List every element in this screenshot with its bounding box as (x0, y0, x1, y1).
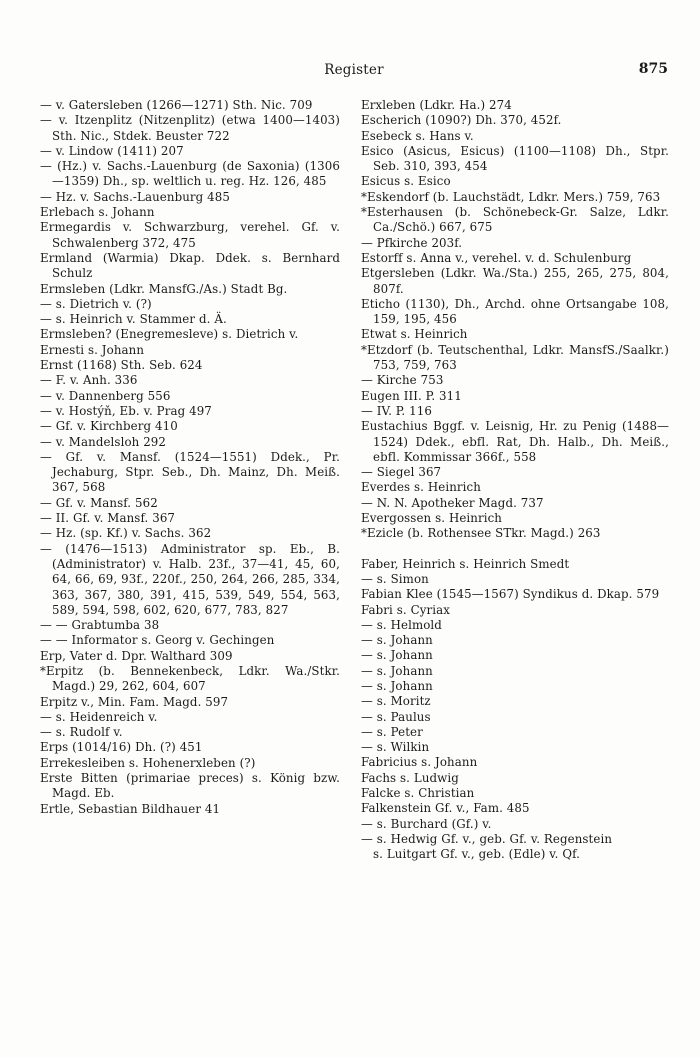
index-entry: — s. Helmold (361, 617, 442, 632)
index-entry: Esebeck s. Hans v. (361, 128, 474, 143)
index-entry: Everdes s. Heinrich (361, 480, 481, 495)
page-number: 875 (638, 61, 668, 77)
index-entry: — s. Simon (361, 571, 429, 586)
index-entry: — v. Itzenplitz (Nitzenplitz) (etwa 1400—1403) Sth. Nic., Stdek. Beuster 722 (40, 113, 340, 143)
index-entry: — s. Hedwig Gf. v., geb. Gf. v. Regenstein (361, 831, 613, 846)
index-entry: — Hz. (sp. Kf.) v. Sachs. 362 (40, 526, 212, 541)
index-entry: Erlebach s. Johann (40, 205, 155, 220)
index-entry: — s. Johann (361, 678, 433, 693)
index-entry: Erpitz v., Min. Fam. Magd. 597 (40, 694, 229, 709)
index-entry: — v. Hostýň, Eb. v. Prag 497 (40, 403, 212, 418)
index-entry: Ernst (1168) Sth. Seb. 624 (40, 358, 203, 373)
index-entry: — s. Paulus (361, 709, 431, 724)
index-entry: — s. Wilkin (361, 740, 430, 755)
index-column-right (361, 98, 669, 863)
index-entry: — — Grabtumba 38 (40, 618, 160, 633)
index-entry: — s. Heinrich v. Stammer d. Ä. (40, 312, 227, 327)
index-entry: — s. Moritz (361, 694, 431, 709)
index-entry: Fachs s. Ludwig (361, 770, 459, 785)
index-entry: *Ezicle (b. Rothensee STkr. Magd.) 263 (361, 526, 601, 541)
index-entry: — v. Lindow (1411) 207 (40, 143, 184, 158)
index-entry: — Hz. v. Sachs.-Lauenburg 485 (40, 189, 230, 204)
index-entry: Fabricius s. Johann (361, 755, 478, 770)
index-entry: — Gf. v. Kirchberg 410 (40, 419, 178, 434)
index-entry: Eticho (1130), Dh., Archd. ohne Ortsangabe 108, 159, 195, 456 (361, 296, 669, 327)
index-entry: — II. Gf. v. Mansf. 367 (40, 511, 176, 526)
index-entry: — v. Mandelsloh 292 (40, 434, 167, 449)
index-entry: — Gf. v. Mansf. 562 (40, 495, 158, 510)
index-entry: *Etzdorf (b. Teutschenthal, Ldkr. MansfS./Saalkr.) 753, 759, 763 (361, 342, 669, 373)
index-entry: — (Hz.) v. Sachs.-Lauenburg (de Saxonia) (1306—1359) Dh., sp. weltlich u. reg. Hz. 126, 485 (40, 159, 340, 189)
index-entry: *Esterhausen (b. Schönebeck-Gr. Salze, Ldkr. Ca./Schö.) 667, 675 (361, 205, 669, 235)
index-entry: Erps (1014/16) Dh. (?) 451 (40, 740, 203, 755)
index-entry: Erxleben (Ldkr. Ha.) 274 (361, 98, 512, 112)
index-entry: — s. Dietrich v. (?) (40, 296, 152, 311)
index-entry: — N. N. Apotheker Magd. 737 (361, 495, 544, 510)
index-entry: Ermland (Warmia) Dkap. Ddek. s. Bernhard Schulz (40, 250, 340, 281)
index-entry: *Erpitz (b. Bennekenbeck, Ldkr. Wa./Stkr. Magd.) 29, 262, 604, 607 (40, 663, 340, 694)
index-entry: Ermsleben (Ldkr. MansfG./As.) Stadt Bg. (40, 281, 288, 296)
index-entry: Eustachius Bggf. v. Leisnig, Hr. zu Penig (1488—1524) Ddek., ebfl. Rat, Dh. Halb., Dh. Meiß., ebfl. Kommissar 366f., 558 (361, 419, 669, 464)
index-entry: — Gf. v. Mansf. (1524—1551) Ddek., Pr. Jechaburg, Stpr. Seb., Dh. Mainz, Dh. Meiß. 367, 568 (40, 449, 340, 495)
index-entry: *Eskendorf (b. Lauchstädt, Ldkr. Mers.) 759, 763 (361, 189, 661, 204)
index-entry: Ernesti s. Johann (40, 342, 145, 357)
index-entry: Ertle, Sebastian Bildhauer 41 (40, 801, 221, 816)
index-entry: — s. Burchard (Gf.) v. (361, 816, 492, 831)
index-entry: — F. v. Anh. 336 (40, 373, 138, 388)
index-entry: Faber, Heinrich s. Heinrich Smedt (361, 556, 570, 571)
index-entry: — s. Johann (361, 663, 433, 678)
index-entry: — Pfkirche 203f. (361, 235, 463, 250)
index-entry: — s. Peter (361, 724, 423, 739)
index-entry: Evergossen s. Heinrich (361, 511, 502, 526)
index-entry: s. Luitgart Gf. v., geb. (Edle) v. Qf. (373, 847, 580, 862)
index-entry: Estorff s. Anna v., verehel. v. d. Schulenburg (361, 250, 632, 265)
index-entry: — v. Dannenberg 556 (40, 388, 171, 403)
index-entry: Ermegardis v. Schwarzburg, verehel. Gf. v. Schwalenberg 372, 475 (40, 220, 340, 250)
index-entry: Esico (Asicus, Esicus) (1100—1108) Dh., Stpr. Seb. 310, 393, 454 (361, 143, 669, 174)
index-entry: Erste Bitten (primariae preces) s. König bzw. Magd. Eb. (40, 771, 340, 801)
index-entry: — Kirche 753 (361, 373, 444, 388)
index-entry: — (1476—1513) Administrator sp. Eb., B. (Administrator) v. Halb. 23f., 37—41, 45, 60, 64, 66, 69, 93f., 220f., 250, 264, 266, 285, 334, 363, 367, 380, 391, 415, 539, 549, 554, 563, 589, 594, 598, 602, 620, 677, 783, 827 (40, 541, 340, 617)
index-entry: — s. Rudolf v. (40, 725, 123, 740)
index-entry: Escherich (1090?) Dh. 370, 452f. (361, 113, 562, 128)
index-entry: — s. Johann (361, 648, 433, 663)
index-entry: — s. Johann (361, 633, 433, 648)
index-entry: Fabian Klee (1545—1567) Syndikus d. Dkap. 579 (361, 587, 660, 602)
index-entry: Etgersleben (Ldkr. Wa./Sta.) 255, 265, 275, 804, 807f. (361, 266, 669, 296)
index-entry: Errekesleiben s. Hohenerxleben (?) (40, 755, 256, 770)
index-entry: — — Informator s. Georg v. Gechingen (40, 633, 275, 648)
index-entry: — v. Gatersleben (1266—1271) Sth. Nic. 709 (40, 98, 313, 112)
index-entry: — s. Heidenreich v. (40, 709, 158, 724)
index-entry: Esicus s. Esico (361, 174, 451, 189)
index-entry: Ermsleben? (Enegremesleve) s. Dietrich v. (40, 327, 299, 342)
page-title: Register (324, 62, 384, 78)
index-entry: Eugen III. P. 311 (361, 388, 462, 403)
index-entry: Fabri s. Cyriax (361, 602, 450, 617)
index-entry: Falcke s. Christian (361, 786, 475, 801)
index-entry: Etwat s. Heinrich (361, 327, 468, 342)
index-column-left (40, 98, 340, 817)
index-entry: Falkenstein Gf. v., Fam. 485 (361, 801, 530, 816)
page-header (40, 62, 668, 84)
index-entry: — IV. P. 116 (361, 403, 432, 418)
index-entry: Erp, Vater d. Dpr. Walthard 309 (40, 648, 233, 663)
index-entry: — Siegel 367 (361, 465, 442, 480)
